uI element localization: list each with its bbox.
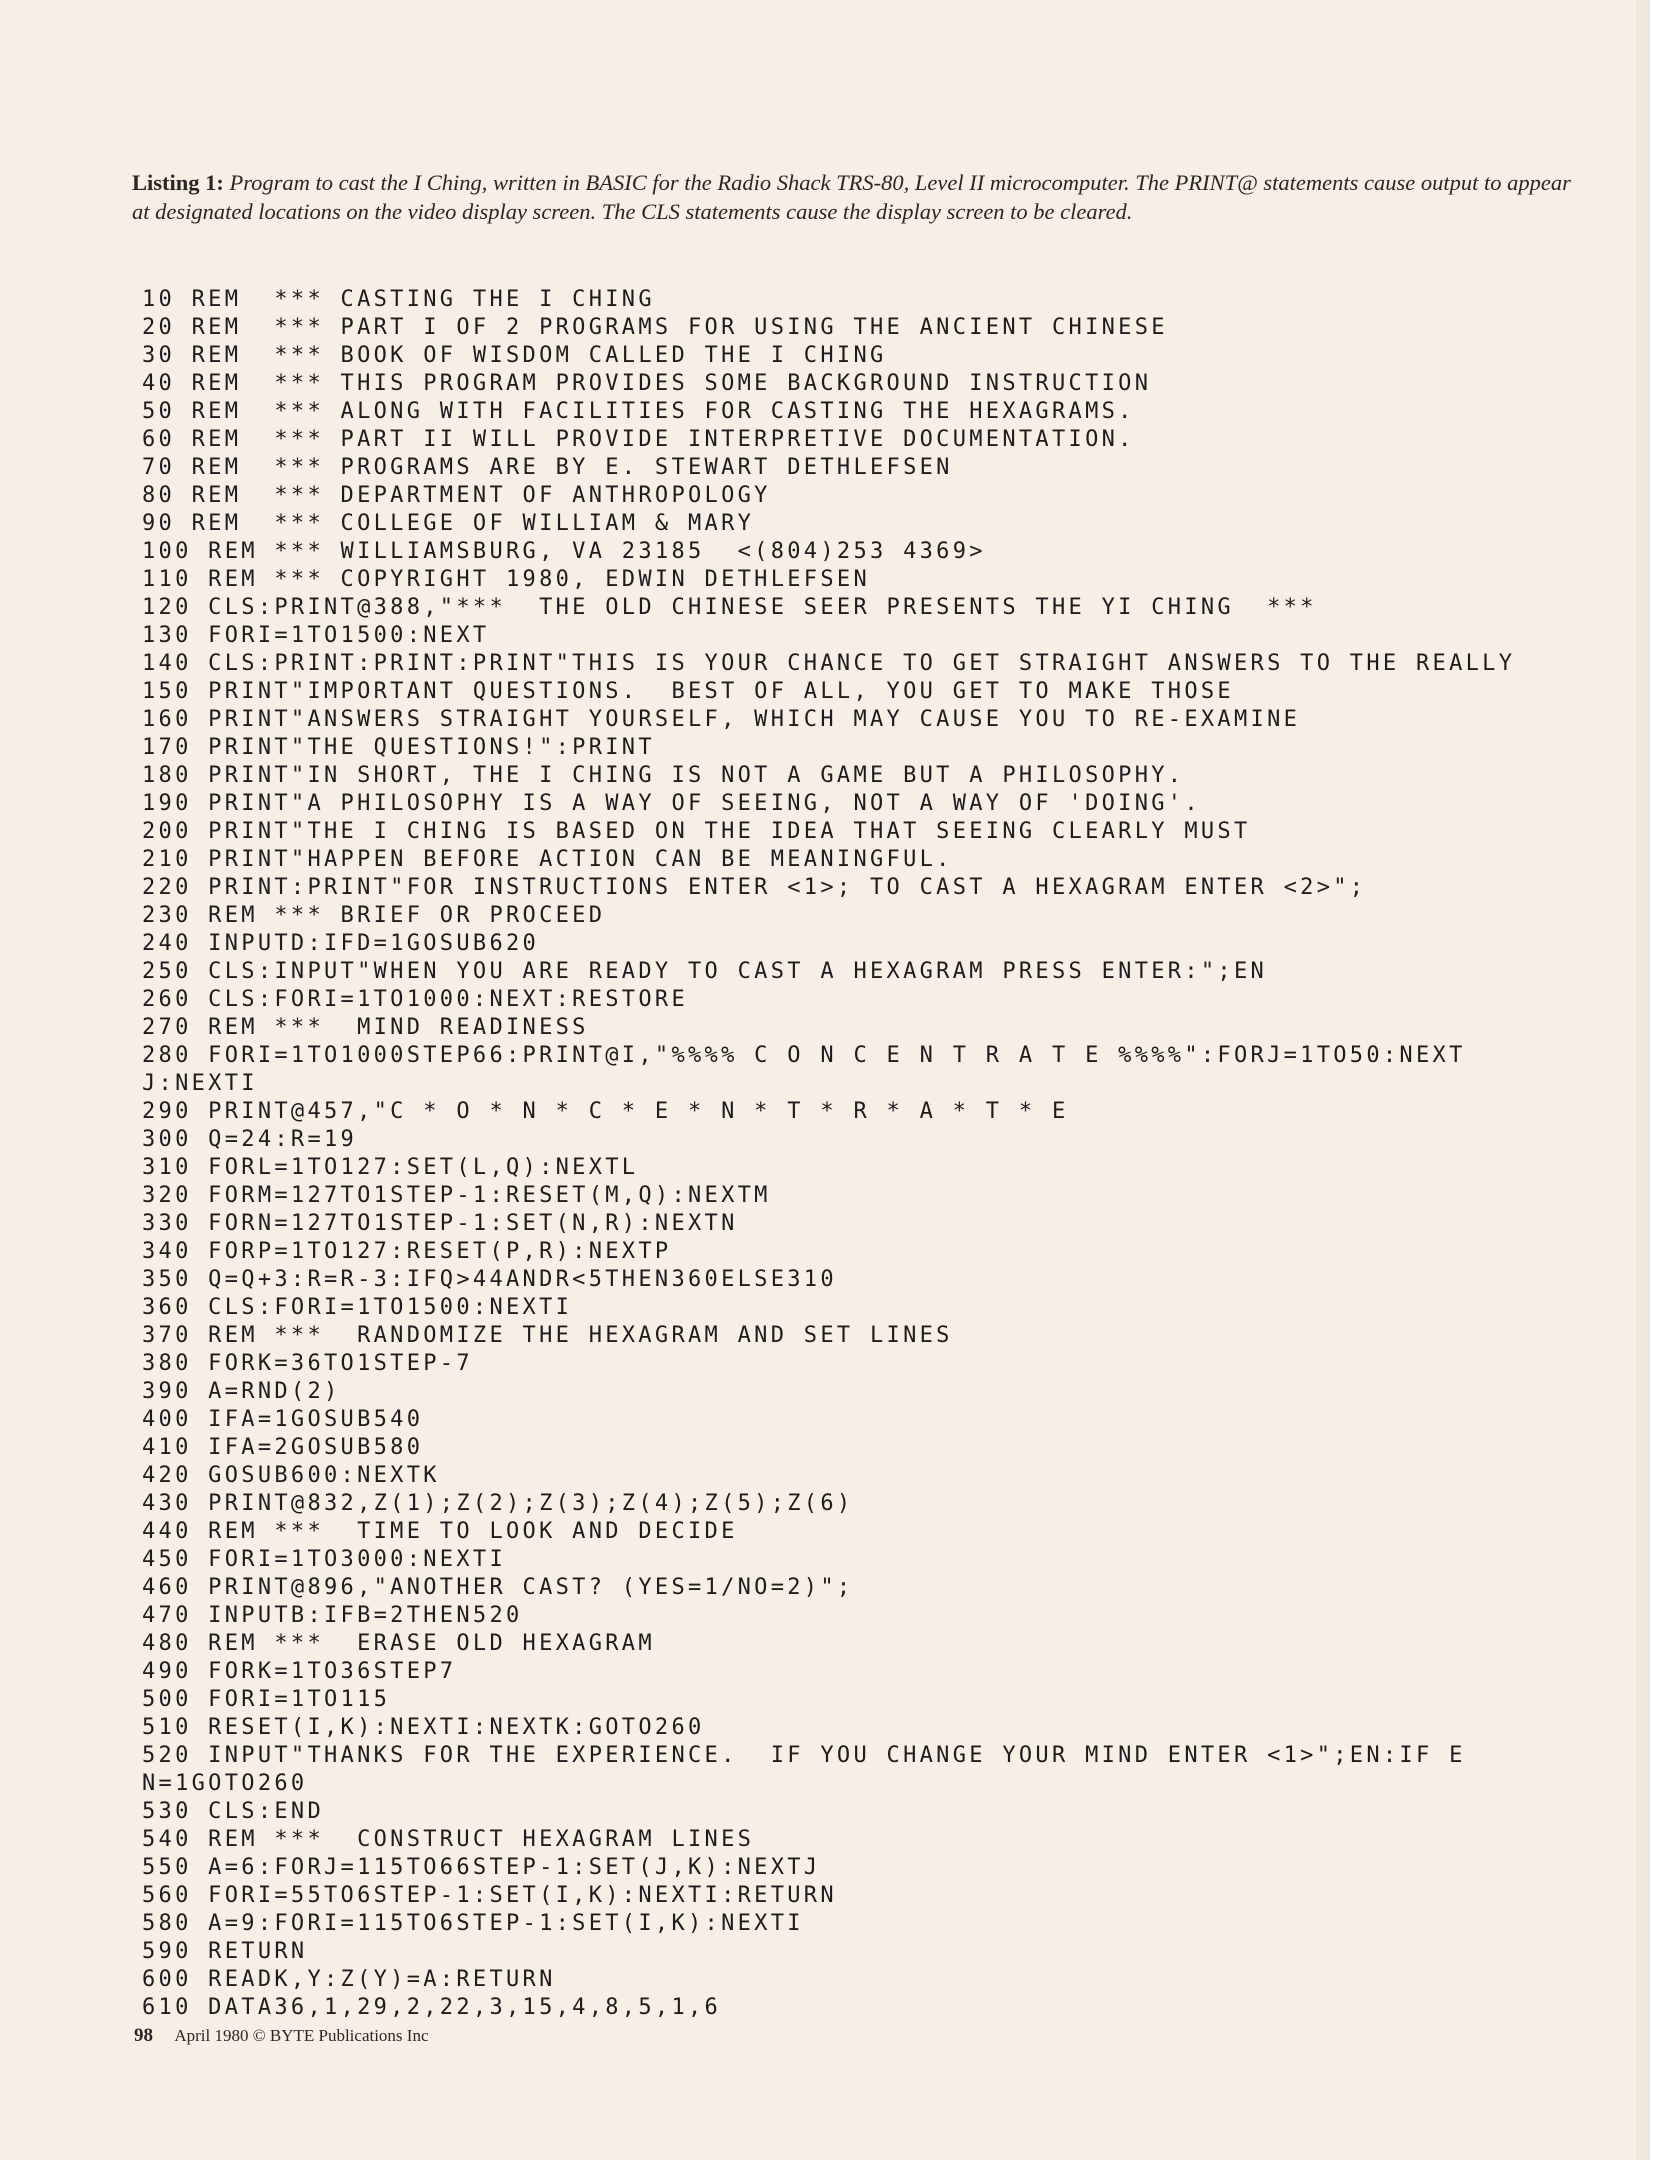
code-line: 360 CLS:FORI=1TO1500:NEXTI <box>142 1295 573 1320</box>
code-line: 520 INPUT"THANKS FOR THE EXPERIENCE. IF YOU CHANGE YOUR MIND ENTER <1>";EN:IF E <box>142 1743 1466 1768</box>
code-line: 430 PRINT@832,Z(1);Z(2);Z(3);Z(4);Z(5);Z(6) <box>142 1491 854 1516</box>
basic-code-listing <box>142 286 1582 2022</box>
code-line: 410 IFA=2GOSUB580 <box>142 1435 424 1460</box>
code-line: 420 GOSUB600:NEXTK <box>142 1463 440 1488</box>
code-line: 280 FORI=1TO1000STEP66:PRINT@I,"%%%% C O N C E N T R A T E %%%%":FORJ=1TO50:NEXT <box>142 1043 1466 1068</box>
code-line: 20 REM *** PART I OF 2 PROGRAMS FOR USING THE ANCIENT CHINESE <box>142 315 1168 340</box>
code-line: 530 CLS:END <box>142 1799 324 1824</box>
code-line: 580 A=9:FORI=115TO6STEP-1:SET(I,K):NEXTI <box>142 1911 804 1936</box>
code-line: 260 CLS:FORI=1TO1000:NEXT:RESTORE <box>142 987 688 1012</box>
code-line: 80 REM *** DEPARTMENT OF ANTHROPOLOGY <box>142 483 771 508</box>
code-line: 230 REM *** BRIEF OR PROCEED <box>142 903 606 928</box>
code-line: 250 CLS:INPUT"WHEN YOU ARE READY TO CAST A HEXAGRAM PRESS ENTER:";EN <box>142 959 1268 984</box>
code-line: 560 FORI=55TO6STEP-1:SET(I,K):NEXTI:RETURN <box>142 1883 837 1908</box>
code-line: 180 PRINT"IN SHORT, THE I CHING IS NOT A GAME BUT A PHILOSOPHY. <box>142 763 1185 788</box>
code-line: 310 FORL=1TO127:SET(L,Q):NEXTL <box>142 1155 639 1180</box>
code-line: 460 PRINT@896,"ANOTHER CAST? (YES=1/NO=2)"; <box>142 1575 854 1600</box>
code-line: 50 REM *** ALONG WITH FACILITIES FOR CASTING THE HEXAGRAMS. <box>142 399 1135 424</box>
code-line: 120 CLS:PRINT@388,"*** THE OLD CHINESE SEER PRESENTS THE YI CHING *** <box>142 595 1317 620</box>
code-line: 300 Q=24:R=19 <box>142 1127 358 1152</box>
code-line: 290 PRINT@457,"C * O * N * C * E * N * T * R * A * T * E <box>142 1099 1069 1124</box>
code-line: 170 PRINT"THE QUESTIONS!":PRINT <box>142 735 655 760</box>
code-line: 350 Q=Q+3:R=R-3:IFQ>44ANDR<5THEN360ELSE310 <box>142 1267 837 1292</box>
code-line: 320 FORM=127TO1STEP-1:RESET(M,Q):NEXTM <box>142 1183 771 1208</box>
code-line: 150 PRINT"IMPORTANT QUESTIONS. BEST OF ALL, YOU GET TO MAKE THOSE <box>142 679 1234 704</box>
code-line: 70 REM *** PROGRAMS ARE BY E. STEWART DETHLEFSEN <box>142 455 953 480</box>
code-line: 60 REM *** PART II WILL PROVIDE INTERPRETIVE DOCUMENTATION. <box>142 427 1135 452</box>
code-line: 330 FORN=127TO1STEP-1:SET(N,R):NEXTN <box>142 1211 738 1236</box>
code-line: 470 INPUTB:IFB=2THEN520 <box>142 1603 523 1628</box>
code-line: 30 REM *** BOOK OF WISDOM CALLED THE I CHING <box>142 343 887 368</box>
caption-label: Listing 1: <box>132 170 224 195</box>
code-line: 160 PRINT"ANSWERS STRAIGHT YOURSELF, WHICH MAY CAUSE YOU TO RE-EXAMINE <box>142 707 1301 732</box>
code-line: 610 DATA36,1,29,2,22,3,15,4,8,5,1,6 <box>142 1995 722 2020</box>
code-line: 200 PRINT"THE I CHING IS BASED ON THE IDEA THAT SEEING CLEARLY MUST <box>142 819 1251 844</box>
code-line: 600 READK,Y:Z(Y)=A:RETURN <box>142 1967 556 1992</box>
code-line: 40 REM *** THIS PROGRAM PROVIDES SOME BACKGROUND INSTRUCTION <box>142 371 1152 396</box>
code-line: 110 REM *** COPYRIGHT 1980, EDWIN DETHLEFSEN <box>142 567 870 592</box>
code-line: 390 A=RND(2) <box>142 1379 341 1404</box>
code-line: 590 RETURN <box>142 1939 308 1964</box>
code-line: 220 PRINT:PRINT"FOR INSTRUCTIONS ENTER <1>; TO CAST A HEXAGRAM ENTER <2>"; <box>142 875 1367 900</box>
code-line: 490 FORK=1TO36STEP7 <box>142 1659 457 1684</box>
code-line: N=1GOTO260 <box>142 1771 308 1796</box>
page-number: 98 <box>134 2025 153 2046</box>
code-line: 140 CLS:PRINT:PRINT:PRINT"THIS IS YOUR CHANCE TO GET STRAIGHT ANSWERS TO THE REALLY <box>142 651 1516 676</box>
code-line: 210 PRINT"HAPPEN BEFORE ACTION CAN BE MEANINGFUL. <box>142 847 953 872</box>
code-line: J:NEXTI <box>142 1071 258 1096</box>
code-line: 440 REM *** TIME TO LOOK AND DECIDE <box>142 1519 738 1544</box>
code-line: 500 FORI=1TO115 <box>142 1687 391 1712</box>
code-line: 370 REM *** RANDOMIZE THE HEXAGRAM AND SET LINES <box>142 1323 953 1348</box>
publication-credit: April 1980 © BYTE Publications Inc <box>174 2026 429 2045</box>
code-line: 550 A=6:FORJ=115TO66STEP-1:SET(J,K):NEXTJ <box>142 1855 821 1880</box>
code-line: 450 FORI=1TO3000:NEXTI <box>142 1547 506 1572</box>
code-line: 400 IFA=1GOSUB540 <box>142 1407 424 1432</box>
code-line: 240 INPUTD:IFD=1GOSUB620 <box>142 931 540 956</box>
page-footer <box>134 2025 429 2047</box>
code-line: 10 REM *** CASTING THE I CHING <box>142 287 655 312</box>
code-line: 480 REM *** ERASE OLD HEXAGRAM <box>142 1631 655 1656</box>
code-line: 270 REM *** MIND READINESS <box>142 1015 589 1040</box>
page-edge <box>1636 0 1650 2160</box>
code-line: 540 REM *** CONSTRUCT HEXAGRAM LINES <box>142 1827 755 1852</box>
code-line: 190 PRINT"A PHILOSOPHY IS A WAY OF SEEING, NOT A WAY OF 'DOING'. <box>142 791 1201 816</box>
code-line: 340 FORP=1TO127:RESET(P,R):NEXTP <box>142 1239 672 1264</box>
listing-caption <box>132 168 1572 226</box>
code-line: 100 REM *** WILLIAMSBURG, VA 23185 <(804)253 4369> <box>142 539 986 564</box>
caption-text: Program to cast the I Ching, written in BASIC for the Radio Shack TRS-80, Level II microcomputer. The PRINT@ statements cause output to appear at designated locations on the video display screen. The CLS statements cause the display screen to be cleared. <box>132 170 1571 224</box>
code-line: 510 RESET(I,K):NEXTI:NEXTK:GOTO260 <box>142 1715 705 1740</box>
code-line: 380 FORK=36TO1STEP-7 <box>142 1351 473 1376</box>
code-line: 90 REM *** COLLEGE OF WILLIAM & MARY <box>142 511 755 536</box>
code-line: 130 FORI=1TO1500:NEXT <box>142 623 490 648</box>
